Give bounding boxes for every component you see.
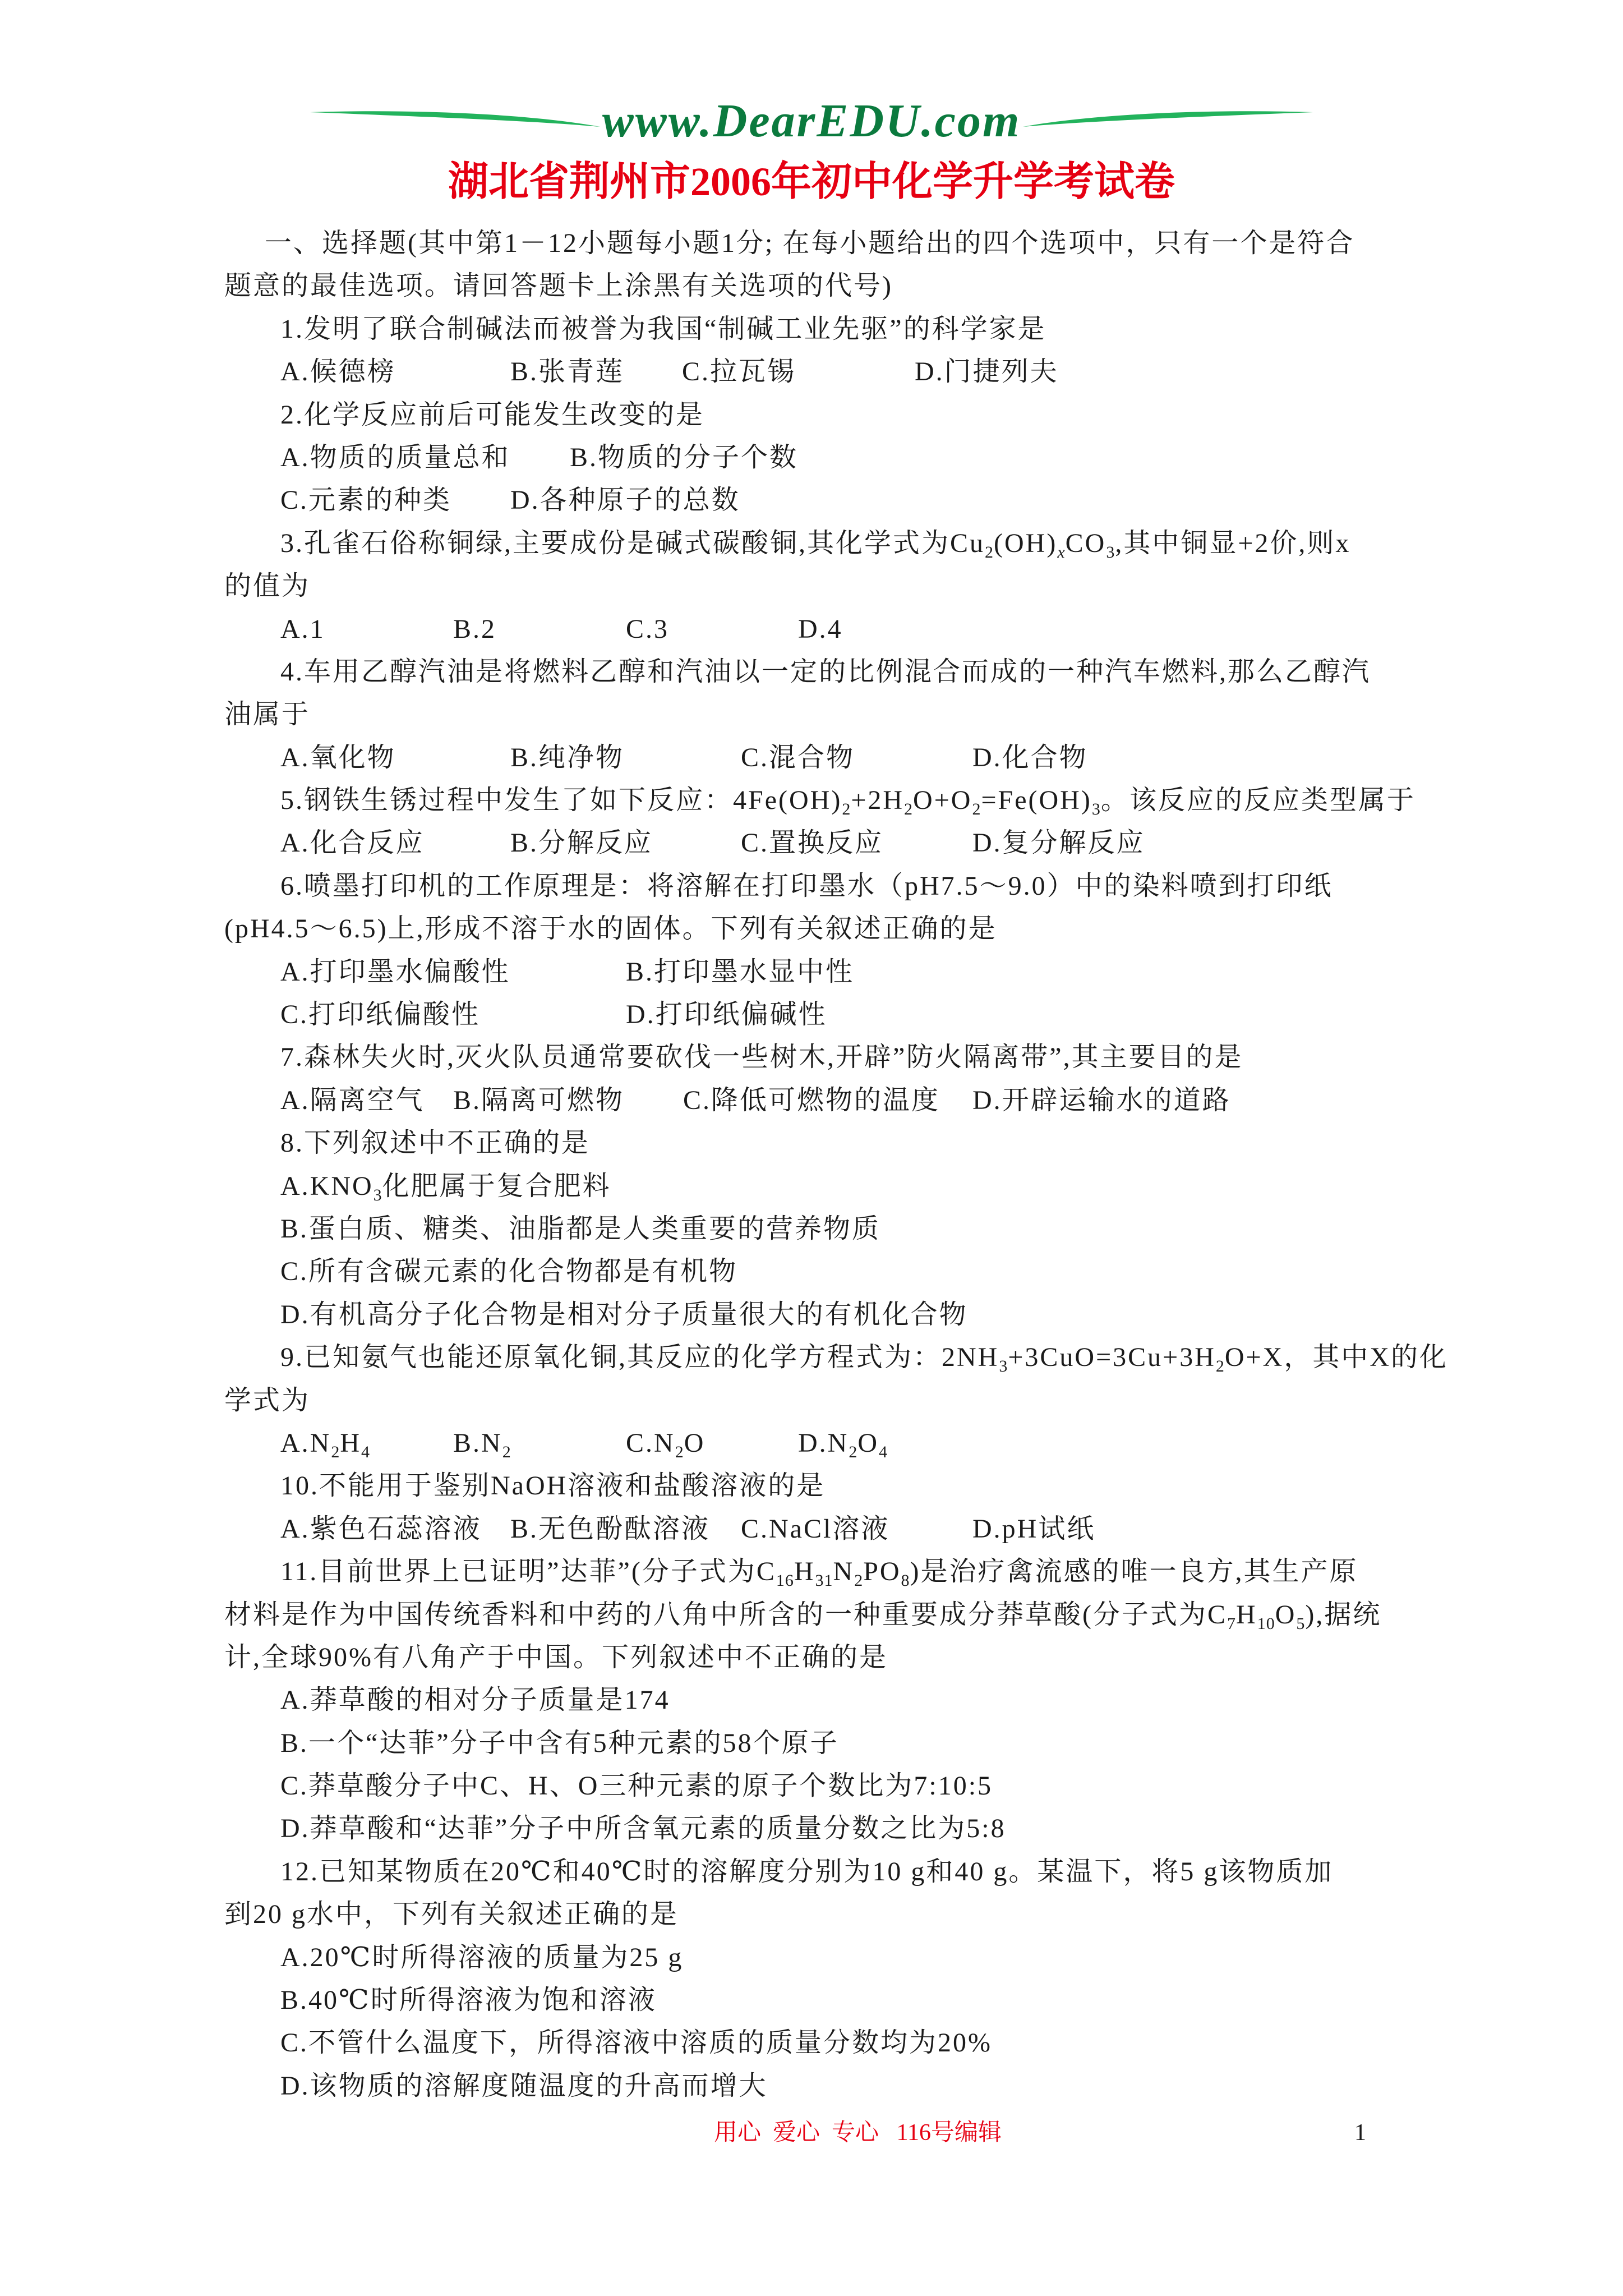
question-11-option-d: D.莽草酸和“达菲”分子中所含氧元素的质量分数之比为5:8: [280, 1814, 1006, 1844]
stem-text: PO: [863, 1557, 901, 1587]
question-9-option-a: [280, 1422, 370, 1465]
question-4-stem-line-2: 油属于: [224, 700, 311, 730]
stem-text: +2H: [851, 785, 905, 816]
subscript: 2: [972, 800, 981, 819]
question-9-option-b: [453, 1422, 511, 1465]
subscript: 2: [675, 1442, 684, 1461]
question-6-options-row-1: [224, 951, 1430, 993]
question-2-option-a: A.物质的质量总和: [280, 442, 510, 472]
question-6-option-d: D.打印纸偏碱性: [626, 1000, 827, 1030]
question-11-option-c: C.莽草酸分子中C、H、O三种元素的原子个数比为7:10:5: [280, 1771, 993, 1801]
question-11-stem-line-2: [224, 1594, 1430, 1636]
option-text: O: [684, 1428, 706, 1458]
subscript: 2: [849, 1442, 858, 1461]
subscript: x: [1057, 542, 1066, 562]
question-8-option-b: B.蛋白质、糖类、油脂都是人类重要的营养物质: [280, 1213, 881, 1244]
stem-text: N: [833, 1557, 855, 1587]
question-6-option-a: A.打印墨水偏酸性: [280, 956, 510, 987]
stem-text: O+O: [913, 785, 972, 816]
stem-text: 11.目前世界上已证明”达菲”(分子式为C: [280, 1557, 776, 1587]
section-heading-line-2: 题意的最佳选项。请回答题卡上涂黑有关选项的代号): [224, 271, 893, 301]
question-7-stem: 7.森林失火时,灭火队员通常要砍伐一些树木,开辟”防火隔离带”,其主要目的是: [280, 1042, 1243, 1073]
subscript: 2: [842, 800, 851, 819]
subscript: 5: [1296, 1614, 1306, 1633]
question-8-option-a: [224, 1165, 1430, 1208]
question-11-option-b: B.一个“达菲”分子中含有5种元素的58个原子: [280, 1728, 839, 1758]
question-7-option-b: B.隔离可燃物: [453, 1085, 625, 1115]
question-12-stem-line-2: 到20 g水中，下列有关叙述正确的是: [224, 1899, 679, 1930]
question-3-option-d: D.4: [798, 614, 843, 644]
question-4-options: [224, 737, 1430, 779]
stem-text: 。该反应的反应类型属于: [1100, 785, 1415, 816]
question-12-option-c: C.不管什么温度下，所得溶液中溶质的质量分数均为20%: [280, 2028, 993, 2058]
page-title: 湖北省荆州市2006年初中化学升学考试卷: [448, 159, 1175, 204]
subscript: 2: [1215, 1357, 1225, 1376]
question-6-option-c: C.打印纸偏酸性: [280, 1000, 481, 1030]
subscript: 4: [879, 1442, 888, 1461]
stem-text: 3.孔雀石俗称铜绿,主要成份是碱式碳酸铜,其化学式为Cu: [280, 528, 985, 558]
question-4-stem-line-1: 4.车用乙醇汽油是将燃料乙醇和汽油以一定的比例混合而成的一种汽车燃料,那么乙醇汽: [280, 656, 1371, 687]
stem-text: H: [794, 1557, 815, 1587]
question-3-option-b: B.2: [453, 614, 497, 644]
stem-text: =Fe(OH): [981, 785, 1092, 816]
question-8-option-c: C.所有含碳元素的化合物都是有机物: [280, 1257, 738, 1287]
question-8-stem: 8.下列叙述中不正确的是: [280, 1128, 591, 1158]
exam-body: [224, 222, 1448, 2108]
question-11-option-a: A.莽草酸的相对分子质量是174: [280, 1685, 670, 1715]
subscript: 31: [815, 1571, 833, 1590]
subscript: 4: [361, 1442, 370, 1461]
option-text: C.N: [626, 1428, 675, 1458]
subscript: 2: [331, 1442, 340, 1461]
question-5-stem: [224, 779, 1430, 822]
question-12-option-a: A.20℃时所得溶液的质量为25 g: [280, 1942, 684, 1972]
question-1-option-c: C.拉瓦锡: [682, 357, 796, 387]
question-10-option-b: B.无色酚酞溶液: [510, 1513, 711, 1544]
option-text: D.N: [798, 1428, 849, 1458]
question-3-option-a: A.1: [280, 614, 325, 644]
question-2-option-c: C.元素的种类: [280, 485, 452, 516]
page-number: 1: [1354, 2120, 1366, 2146]
question-6-stem-line-2: (pH4.5～6.5)上,形成不溶于水的固体。下列有关叙述正确的是: [224, 914, 997, 944]
stem-text: H: [1236, 1599, 1257, 1630]
stem-text: 9.已知氨气也能还原氧化铜,其反应的化学方程式为：2NH: [280, 1342, 999, 1373]
question-7-options: [224, 1079, 1430, 1122]
question-12-option-d: D.该物质的溶解度随温度的升高而增大: [280, 2070, 768, 2101]
question-2-option-d: D.各种原子的总数: [510, 485, 740, 516]
question-12-stem-line-1: 12.已知某物质在20℃和40℃时的溶解度分别为10 g和40 g。某温下，将5 g该物质加: [280, 1856, 1334, 1887]
question-9-option-c: [626, 1422, 705, 1465]
question-1-option-d: D.门捷列夫: [915, 357, 1059, 387]
question-10-options: [224, 1508, 1430, 1550]
subscript: 3: [373, 1185, 382, 1204]
question-10-option-c: C.NaCl溶液: [741, 1513, 890, 1544]
question-4-option-d: D.化合物: [972, 742, 1088, 772]
stem-text: +3CuO=3Cu+3H: [1008, 1342, 1216, 1373]
subscript: 2: [904, 800, 914, 819]
question-7-option-c: C.降低可燃物的温度: [683, 1085, 940, 1115]
question-9-option-d: [798, 1422, 888, 1465]
question-11-stem-line-1: [224, 1550, 1430, 1593]
question-6-options-row-2: [224, 993, 1430, 1036]
question-5-option-c: C.置换反应: [741, 828, 884, 858]
question-3-stem-line-2: 的值为: [224, 571, 311, 601]
question-2-option-b: B.物质的分子个数: [570, 442, 799, 472]
question-10-option-d: D.pH试纸: [972, 1513, 1096, 1544]
question-3-option-c: C.3: [626, 614, 670, 644]
question-5-options: [224, 822, 1430, 864]
question-4-option-b: B.纯净物: [510, 742, 625, 772]
subscript: 3: [999, 1357, 1008, 1376]
footer-slogan: 用心 爱心 专心 116号编辑: [714, 2120, 1002, 2146]
question-5-option-b: B.分解反应: [510, 828, 653, 858]
subscript: 7: [1227, 1614, 1237, 1633]
stem-text: (OH): [994, 528, 1058, 558]
question-6-option-b: B.打印墨水显中性: [626, 956, 855, 987]
site-logo-text: www.DearEDU.com: [602, 95, 1021, 147]
subscript: 8: [901, 1571, 910, 1590]
stem-text: ,其中铜显+2价,则x: [1115, 528, 1351, 558]
subscript: 3: [1091, 800, 1101, 819]
question-1-stem: 1.发明了联合制碱法而被誉为我国“制碱工业先驱”的科学家是: [280, 314, 1046, 344]
stem-text: ),据统: [1305, 1599, 1382, 1630]
stem-text: CO: [1065, 528, 1106, 558]
question-5-option-d: D.复分解反应: [972, 828, 1145, 858]
question-1-options: [224, 351, 1430, 393]
subscript: 10: [1257, 1614, 1275, 1633]
question-9-stem-line-1: [224, 1336, 1448, 1379]
question-9-stem-line-2: 学式为: [224, 1385, 311, 1415]
subscript: 2: [985, 542, 994, 562]
question-10-option-a: A.紫色石蕊溶液: [280, 1513, 482, 1544]
question-2-options-row-2: [224, 479, 1430, 522]
option-text: 化肥属于复合肥料: [382, 1171, 611, 1201]
question-2-options-row-1: [224, 436, 1430, 479]
question-7-option-a: A.隔离空气: [280, 1085, 425, 1115]
subscript: 2: [502, 1442, 511, 1461]
option-text: B.N: [453, 1428, 502, 1458]
subscript: 16: [776, 1571, 794, 1590]
question-6-stem-line-1: 6.喷墨打印机的工作原理是：将溶解在打印墨水（pH7.5～9.0）中的染料喷到打印纸: [280, 871, 1333, 901]
stem-text: O: [1275, 1599, 1297, 1630]
question-5-option-a: A.化合反应: [280, 828, 425, 858]
question-8-option-d: D.有机高分子化合物是相对分子质量很大的有机化合物: [280, 1299, 968, 1329]
option-text: A.N: [280, 1428, 331, 1458]
stem-text: O+X，其中X的化: [1224, 1342, 1448, 1373]
section-heading-line-1: 一、选择题(其中第1－12小题每小题1分; 在每小题给出的四个选项中，只有一个是符合: [265, 228, 1355, 258]
question-9-options: [224, 1422, 1430, 1465]
question-2-stem: 2.化学反应前后可能发生改变的是: [280, 399, 705, 430]
question-1-option-a: A.候德榜: [280, 357, 396, 387]
question-3-stem-line-1: [224, 522, 1430, 565]
stem-text: 5.钢铁生锈过程中发生了如下反应：4Fe(OH): [280, 785, 842, 816]
option-text: O: [857, 1428, 879, 1458]
question-10-stem: 10.不能用于鉴别NaOH溶液和盐酸溶液的是: [280, 1471, 826, 1501]
question-3-options: [224, 608, 1430, 651]
question-4-option-a: A.氧化物: [280, 742, 396, 772]
question-1-option-b: B.张青莲: [510, 357, 625, 387]
question-7-option-d: D.开辟运输水的道路: [972, 1085, 1231, 1115]
stem-text: 材料是作为中国传统香料和中药的八角中所含的一种重要成分莽草酸(分子式为C: [224, 1599, 1228, 1630]
question-11-stem-line-3: 计,全球90%有八角产于中国。下列叙述中不正确的是: [224, 1642, 888, 1672]
option-text: A.KNO: [280, 1171, 374, 1201]
subscript: 3: [1106, 542, 1115, 562]
option-text: H: [340, 1428, 361, 1458]
question-12-option-b: B.40℃时所得溶液为饱和溶液: [280, 1985, 657, 2016]
question-4-option-c: C.混合物: [741, 742, 855, 772]
subscript: 2: [854, 1571, 864, 1590]
stem-text: )是治疗禽流感的唯一良方,其生产原: [910, 1557, 1358, 1587]
